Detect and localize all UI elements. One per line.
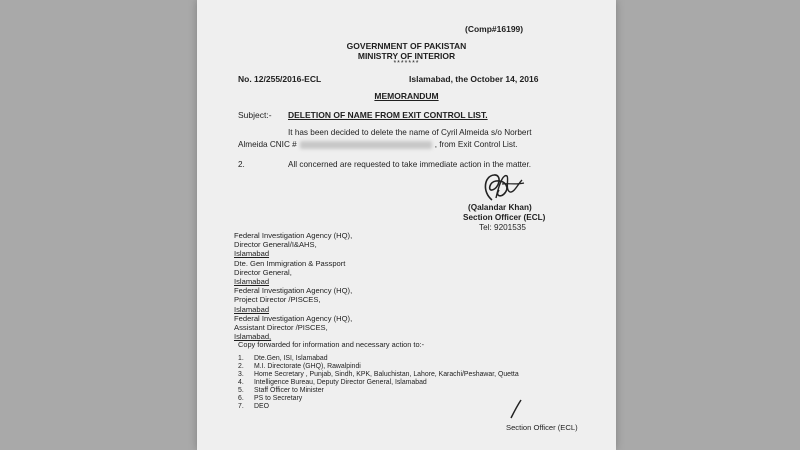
- footer-signature-mark: [509, 398, 523, 420]
- addressee-line: Federal Investigation Agency (HQ),: [234, 231, 353, 240]
- signatory-telephone: Tel: 9201535: [479, 223, 526, 232]
- addressee-line: Islamabad: [234, 277, 270, 286]
- copy-item-number: 1.: [238, 355, 244, 362]
- heading-stars: *******: [393, 60, 420, 67]
- ministry-heading: MINISTRY OF INTERIOR: [357, 51, 456, 61]
- signatory-designation: Section Officer (ECL): [463, 213, 546, 222]
- copy-item-number: 7.: [238, 403, 244, 410]
- place-date: Islamabad, the October 14, 2016: [409, 74, 539, 84]
- addressee-line: Dte. Gen Immigration & Passport: [234, 258, 346, 268]
- copy-item-number: 2.: [238, 363, 244, 370]
- copy-item-text: Home Secretary , Punjab, Sindh, KPK, Baluchistan, Lahore, Karachi/Peshawar, Quetta: [254, 371, 519, 378]
- copy-item-number: 6.: [238, 395, 244, 402]
- addressee-line: Islamabad: [234, 304, 270, 314]
- copy-item-number: 5.: [238, 387, 244, 394]
- comp-number: (Comp#16199): [465, 24, 524, 34]
- addressee-line: Federal Investigation Agency (HQ),: [234, 313, 353, 323]
- copy-item-text: PS to Secretary: [254, 395, 303, 402]
- cnic-label: Almeida CNIC #: [238, 140, 297, 149]
- addressee-line: Project Director /PISCES,: [234, 295, 321, 305]
- government-heading: GOVERNMENT OF PAKISTAN: [346, 41, 467, 51]
- reference-number: No. 12/255/2016-ECL: [238, 74, 322, 84]
- paragraph-2-number: 2.: [238, 160, 245, 169]
- subject-label: Subject:-: [238, 110, 272, 120]
- addressee-line: Islamabad: [234, 249, 270, 259]
- copy-item-number: 4.: [238, 379, 244, 386]
- addressee-line: Director General/I&AHS,: [234, 240, 317, 250]
- paragraph-1-line-2: [238, 140, 518, 149]
- addressee-line: Islamabad,: [234, 332, 272, 342]
- signature-scribble: [480, 170, 528, 204]
- copy-item-text: Intelligence Bureau, Deputy Director General, Islamabad: [254, 379, 427, 386]
- copy-item-text: Dte.Gen, ISI, Islamabad: [254, 355, 328, 362]
- memorandum-page: [197, 0, 616, 450]
- copy-item-text: DEO: [254, 403, 269, 410]
- copy-forward-intro: Copy forwarded for information and necessary action to:-: [238, 340, 425, 349]
- copy-item-number: 3.: [238, 371, 244, 378]
- paragraph-1-ending: , from Exit Control List.: [434, 140, 518, 149]
- addressee-line: Assistant Director /PISCES,: [234, 323, 328, 332]
- paragraph-1-line-1: It has been decided to delete the name of Cyril Almeida s/o Norbert: [288, 128, 532, 137]
- footer-section-officer: Section Officer (ECL): [506, 423, 578, 432]
- copy-item-text: Staff Officer to Minister: [254, 387, 324, 394]
- paragraph-2-text: All concerned are requested to take immediate action in the matter.: [288, 160, 532, 169]
- addressee-line: Federal Investigation Agency (HQ),: [234, 286, 353, 296]
- copy-item-text: M.I. Directorate (GHQ), Rawalpindi: [254, 363, 361, 370]
- redacted-cnic-blur: [300, 141, 432, 149]
- addressee-line: Director General,: [234, 267, 292, 277]
- subject-text: DELETION OF NAME FROM EXIT CONTROL LIST.: [288, 110, 488, 120]
- memorandum-title: MEMORANDUM: [374, 91, 439, 101]
- signatory-name: (Qalandar Khan): [468, 203, 532, 212]
